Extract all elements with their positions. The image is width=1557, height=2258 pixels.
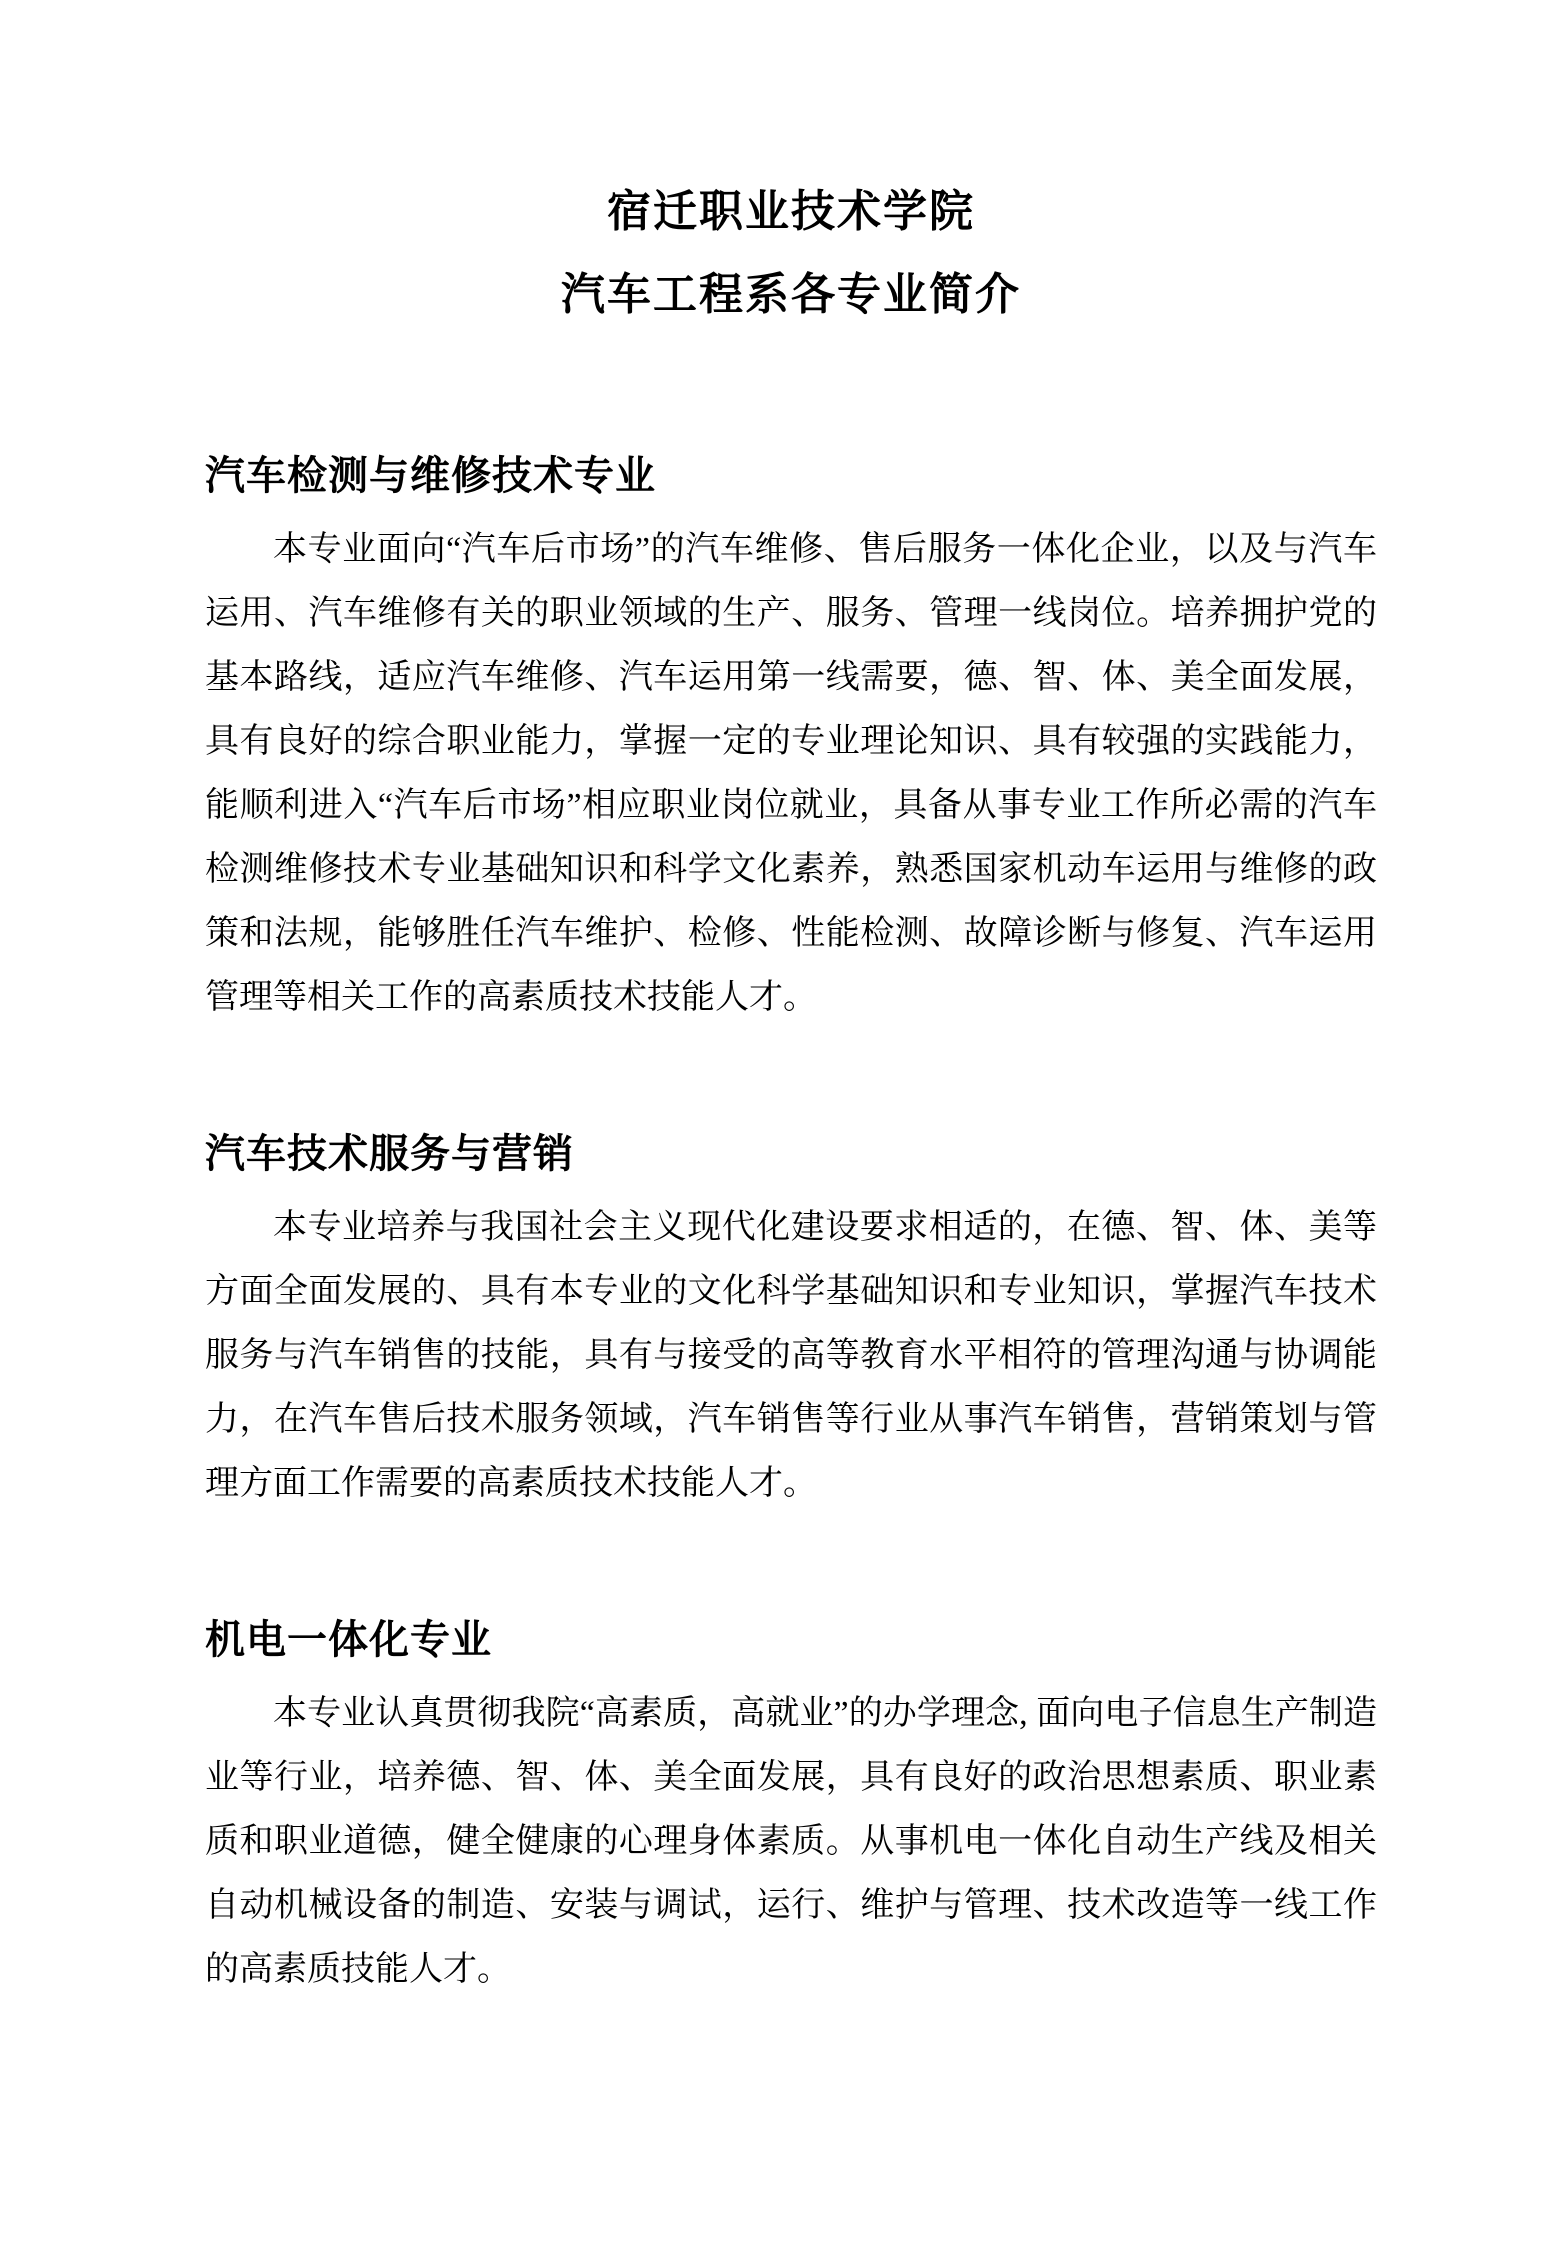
section-auto-inspection-repair xyxy=(205,448,1377,1030)
document-title-line1: 宿迁职业技术学院 xyxy=(607,187,975,236)
section-auto-service-marketing xyxy=(205,1126,1377,1516)
section-heading-mechatronics: 机电一体化专业 xyxy=(205,1617,492,1662)
section-body-mechatronics: 本专业认真贯彻我院“高素质，高就业”的办学理念, 面向电子信息生产制造业等行业，培养德、智、体、美全面发展，具有良好的政治思想素质、职业素质和职业道德，健全健康的心理身体素质。从事机电一体化自动生产线及相关自动机械设备的制造、安装与调试，运行、维护与管理、技术改造等一线工作的高素质技能人才。 xyxy=(205,1695,1377,1988)
section-heading-auto-inspection-repair: 汽车检测与维修技术专业 xyxy=(205,453,656,498)
document-title-line2: 汽车工程系各专业简介 xyxy=(561,270,1021,319)
section-body-auto-inspection-repair: 本专业面向“汽车后市场”的汽车维修、售后服务一体化企业，以及与汽车运用、汽车维修有关的职业领域的生产、服务、管理一线岗位。培养拥护党的基本路线，适应汽车维修、汽车运用第一线需要，德、智、体、美全面发展，具有良好的综合职业能力，掌握一定的专业理论知识、具有较强的实践能力，能顺利进入“汽车后市场”相应职业岗位就业，具备从事专业工作所必需的汽车检测维修技术专业基础知识和科学文化素养，熟悉国家机动车运用与维修的政策和法规，能够胜任汽车维护、检修、性能检测、故障诊断与修复、汽车运用管理等相关工作的高素质技术技能人才。 xyxy=(205,531,1377,1016)
section-mechatronics xyxy=(205,1612,1377,2002)
section-heading-auto-service-marketing: 汽车技术服务与营销 xyxy=(205,1131,574,1176)
section-body-auto-service-marketing: 本专业培养与我国社会主义现代化建设要求相适的，在德、智、体、美等方面全面发展的、具有本专业的文化科学基础知识和专业知识，掌握汽车技术服务与汽车销售的技能，具有与接受的高等教育水平相符的管理沟通与协调能力，在汽车售后技术服务领域，汽车销售等行业从事汽车销售，营销策划与管理方面工作需要的高素质技术技能人才。 xyxy=(205,1209,1377,1502)
